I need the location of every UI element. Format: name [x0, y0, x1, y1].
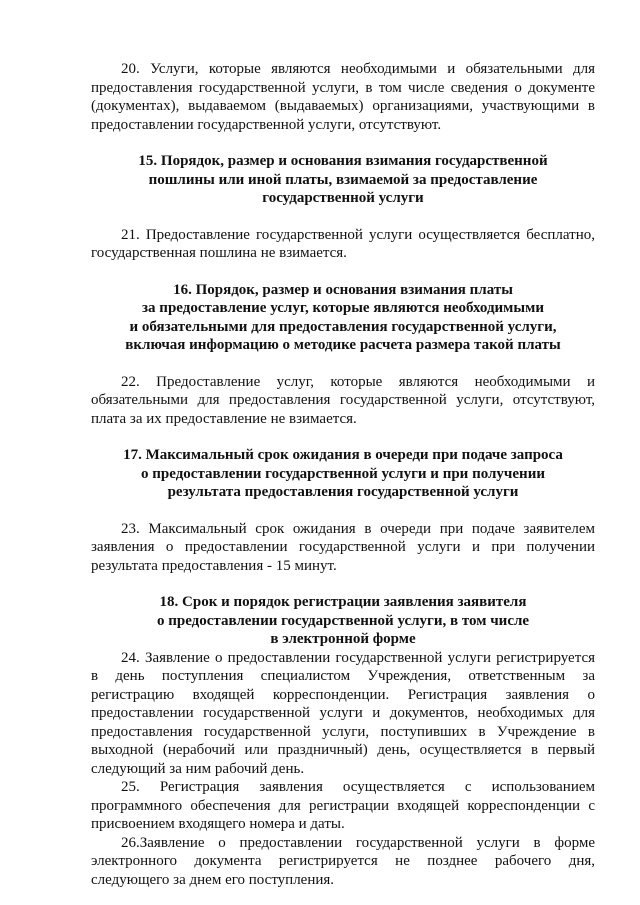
section-heading-15	[91, 152, 595, 208]
heading-15-line-3: государственной услуги	[262, 190, 424, 206]
heading-16-line-2: за предоставление услуг, которые являются необходимыми	[142, 300, 544, 316]
heading-18-line-2: о предоставлении государственной услуги, в том числе	[156, 612, 530, 629]
paragraph-26: 26.Заявление о предоставлении государственной услуги в форме электронного документа регистрируется не позднее рабочего дня, следующего за днем его поступления.	[91, 834, 595, 888]
paragraph-24: 24. Заявление о предоставлении государственной услуги регистрируется в день поступления специалистом Учреждения, ответственным за регистрацию входящей корреспонденции. Регистрация заявления о предоставлении государственной услуги и документов, необходимых для предоставления государственной услуги, поступивших в Учреждение в выходной (нерабочий или праздничный) день, осуществляется в первый следующий за ним рабочий день.	[91, 649, 595, 777]
section-heading-16	[91, 281, 595, 355]
heading-18-line-1: 18. Срок и порядок регистрации заявления заявителя	[159, 594, 527, 610]
heading-17-line-3: результата предоставления государственной услуги	[167, 484, 519, 500]
heading-16-line-3: и обязательными для предоставления государственной услуги,	[129, 318, 557, 335]
section-heading-17	[91, 446, 595, 502]
heading-16-line-1: 16. Порядок, размер и основания взимания платы	[173, 281, 513, 298]
heading-17-line-2: о предоставлении государственной услуги и при получении	[141, 465, 545, 482]
document-page	[91, 60, 595, 889]
heading-17-line-1: 17. Максимальный срок ожидания в очереди при подаче запроса	[123, 447, 563, 463]
paragraph-23: 23. Максимальный срок ожидания в очереди при подаче заявителем заявления о предоставлении государственной услуги и при получении результата предоставления - 15 минут.	[91, 520, 595, 574]
paragraph-21: 21. Предоставление государственной услуги осуществляется бесплатно, государственная пошлина не взимается.	[91, 226, 595, 261]
paragraph-20: 20. Услуги, которые являются необходимыми и обязательными для предоставления государственной услуги, в том числе сведения о документе (документах), выдаваемом (выдаваемых) организациями, участвующими в предоставлении государственной услуги, отсутствуют.	[91, 61, 595, 133]
paragraph-22: 22. Предоставление услуг, которые являются необходимыми и обязательными для предоставления государственной услуги, отсутствуют, плата за их предоставление не взимается.	[91, 373, 595, 427]
paragraph-25: 25. Регистрация заявления осуществляется с использованием программного обеспечения для регистрации входящей корреспонденции с присвоением входящего номера и даты.	[91, 779, 595, 832]
section-heading-18	[91, 593, 595, 649]
heading-15-line-2: пошлины или иной платы, взимаемой за предоставление	[148, 171, 538, 188]
heading-15-line-1: 15. Порядок, размер и основания взимания государственной	[138, 153, 548, 169]
heading-18-line-3: в электронной форме	[270, 631, 416, 647]
heading-16-line-4: включая информацию о методике расчета размера такой платы	[125, 337, 561, 353]
